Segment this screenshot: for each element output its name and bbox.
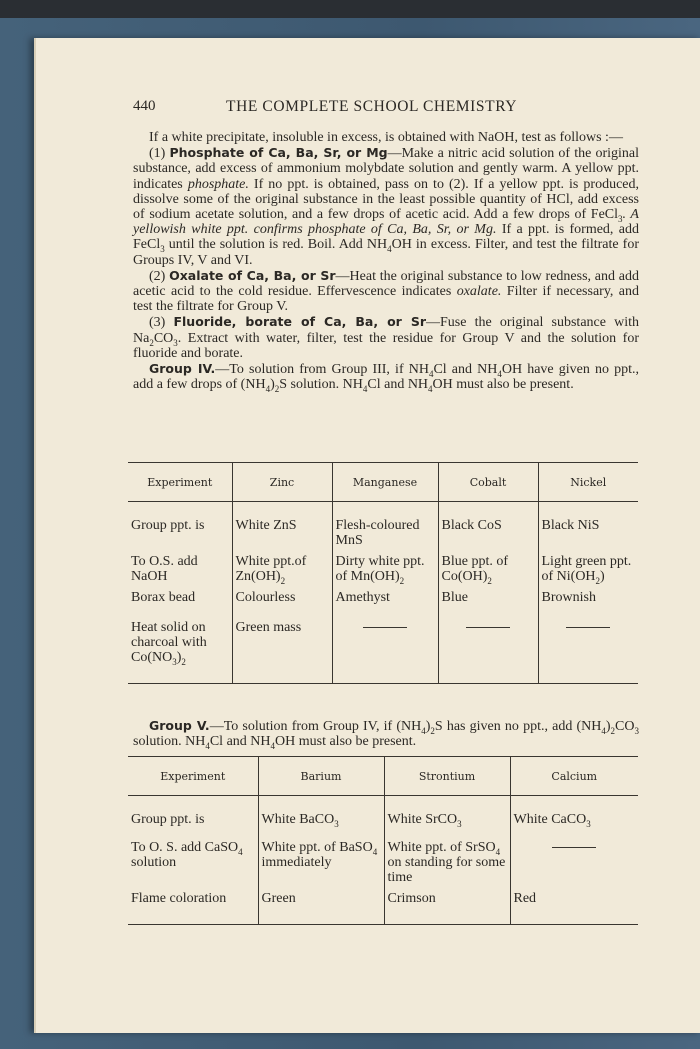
column-header: Strontium <box>384 757 510 796</box>
column-header: Nickel <box>538 463 638 502</box>
group-iv-table <box>128 462 638 684</box>
table-cell: Light green ppt. of $Ni(OH_2)$ <box>538 551 638 587</box>
table-row <box>128 888 638 925</box>
table-cell: White SrCO$_3$ <box>384 796 510 831</box>
running-title: THE COMPLETE SCHOOL CHEMISTRY <box>226 98 518 115</box>
empty-dash <box>466 627 510 628</box>
table-cell <box>538 608 638 684</box>
table-cell: White CaCO$_3$ <box>510 796 638 831</box>
group-v-table <box>128 756 638 925</box>
table-cell: Group ppt. is <box>131 812 205 827</box>
table-cell: Group ppt. is <box>131 518 205 533</box>
page-number: 440 <box>133 98 156 114</box>
table-row <box>128 587 638 608</box>
table-row <box>128 796 638 831</box>
table-cell <box>438 608 538 684</box>
column-header: Experiment <box>128 463 232 502</box>
paragraph-group-v: Group V.—To solution from Group IV, if $(NH_4)_2S$ has given no ppt., add $(NH_4)_2CO_3$ solution. $NH_4Cl$ and $NH_4OH$ must also be present. <box>133 718 639 751</box>
table-cell: Amethyst <box>332 587 438 608</box>
group-v-text <box>133 718 639 749</box>
table-cell: Brownish <box>538 587 638 608</box>
table-header-row <box>128 757 638 796</box>
table-cell: Flesh-coloured MnS <box>332 502 438 552</box>
paragraph-oxalate: (2) Oxalate of Ca, Ba, or Sr—Heat the original substance to low redness, and add acetic acid to the cold residue. Effervescence indicates oxalate. Filter if necessary, and test the filtrate for Group V. <box>133 267 639 315</box>
table-cell: Flame coloration <box>131 891 227 906</box>
empty-dash <box>363 627 407 628</box>
table-cell: To O. S. add CaSO$_4$ solution <box>131 840 243 870</box>
table-cell <box>510 830 638 888</box>
paragraph-phosphate: (1) Phosphate of Ca, Ba, Sr, or Mg—Make a nitric acid solution of the original substance, add excess of ammonium molybdate solution and gently warm. A yellow ppt. indicates phosphate. If no ppt. is obtained, pass on to (2). If a yellow ppt. is produced, dissolve some of the original substance in the least possible quantity of HCl, add excess of sodium acetate solution, and a few drops of acetic acid. Add a few drops of FeCl$_3$. A yellowish white ppt. confirms phosphate of Ca, Ba, Sr, or Mg. If a ppt. is formed, add FeCl$_3$ until the solution is red. Boil. Add $NH_4OH$ in excess. Filter, and test the filtrate for Groups IV, V and VI. <box>133 145 640 268</box>
table-cell: Crimson <box>384 888 510 925</box>
table-cell: Dirty white ppt. of $Mn(OH)_2$ <box>332 551 438 587</box>
table-cell: White BaCO$_3$ <box>258 796 384 831</box>
intro-paragraph: If a white precipitate, insoluble in excess, is obtained with NaOH, test as follows :— <box>149 130 623 145</box>
paragraph-fluoride: (3) Fluoride, borate of Ca, Ba, or Sr—Fuse the original substance with $Na_2CO_3$. Extract with water, filter, test the residue for Group V and the solution for fluoride and borate. <box>133 314 639 361</box>
table-cell: Green mass <box>232 608 332 684</box>
column-header: Cobalt <box>438 463 538 502</box>
table-header-row <box>128 463 638 502</box>
column-header: Zinc <box>232 463 332 502</box>
table-cell: White ppt. of SrSO$_4$ on standing for some time <box>384 830 510 888</box>
table-cell: Heat solid on charcoal with $Co(NO_3)_2$ <box>131 620 207 667</box>
table-cell: Colourless <box>232 587 332 608</box>
table-cell: Blue ppt. of $Co(OH)_2$ <box>438 551 538 587</box>
table-cell <box>332 608 438 684</box>
column-header: Barium <box>258 757 384 796</box>
table-cell: White ppt.of $Zn(OH)_2$ <box>232 551 332 587</box>
table-cell: Blue <box>438 587 538 608</box>
table-cell: Black CoS <box>438 502 538 552</box>
column-header: Calcium <box>510 757 638 796</box>
table-row <box>128 502 638 552</box>
table-cell: White ZnS <box>232 502 332 552</box>
table-cell: Green <box>258 888 384 925</box>
table-cell: Red <box>510 888 638 925</box>
table-cell: White ppt. of BaSO$_4$ immediately <box>258 830 384 888</box>
table-cell: Borax bead <box>131 590 196 605</box>
empty-dash <box>566 627 610 628</box>
table-row <box>128 551 638 587</box>
paragraph-group-iv: Group IV.—To solution from Group III, if $NH_4Cl$ and $NH_4OH$ have given no ppt., add a few drops of $(NH_4)_2S$ solution. $NH_4Cl$ and $NH_4OH$ must also be present. <box>133 361 639 395</box>
table-row <box>128 830 638 888</box>
table-row <box>128 608 638 684</box>
table-cell: Black NiS <box>538 502 638 552</box>
column-header: Manganese <box>332 463 438 502</box>
column-header: Experiment <box>128 757 258 796</box>
empty-dash <box>552 847 596 848</box>
table-cell: To O.S. add NaOH <box>131 554 198 584</box>
body-text <box>133 130 640 395</box>
